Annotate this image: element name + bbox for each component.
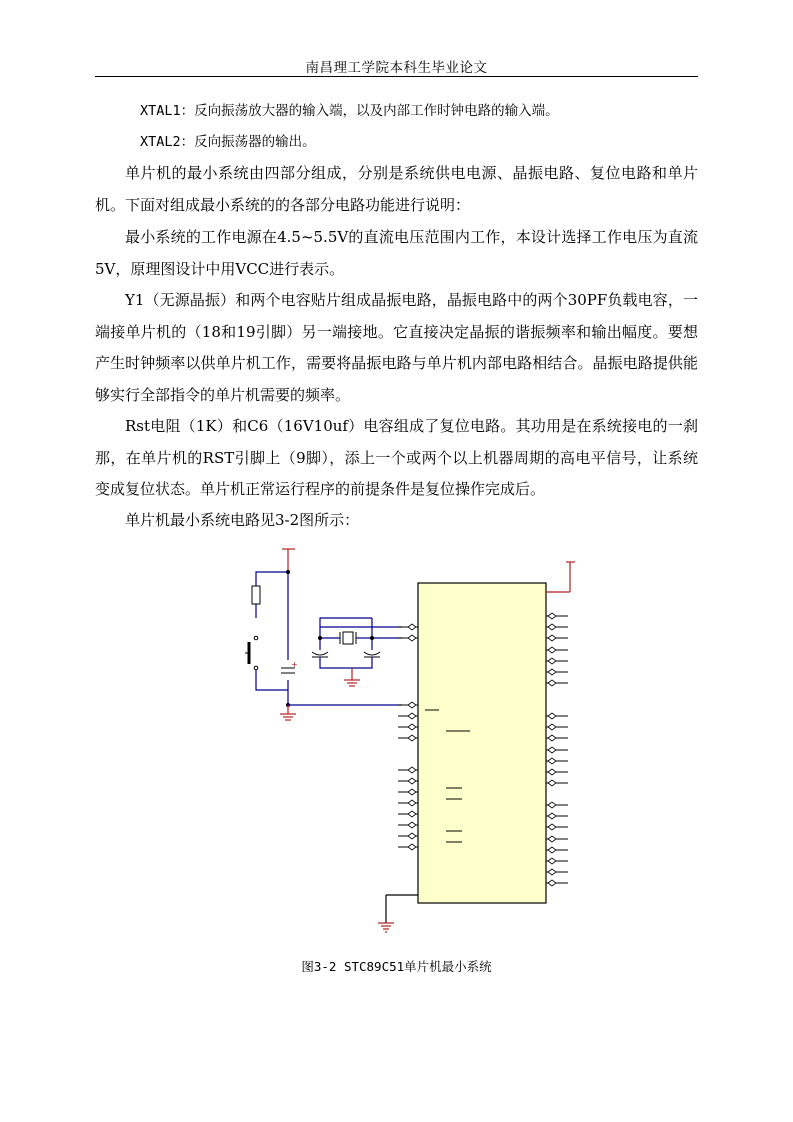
chip-pin-arrow: [548, 802, 556, 808]
chip-pin-arrow: [548, 813, 556, 819]
paragraph-reset: Rst电阻（1K）和C6（16V10uf）电容组成了复位电路。其功用是在系统接电的一刹那，在单片机的RST引脚上（9脚），添上一个或两个以上机器周期的高电平信号，让系统变成复位状态。单片机正常运行程序的前提条件是复位操作完成后。: [95, 417, 698, 498]
chip-pin-arrow: [548, 613, 556, 619]
chip-pin-arrow: [548, 869, 556, 875]
chip-pin-arrow: [408, 624, 416, 630]
ground-symbol-left: [280, 705, 296, 720]
chip-pin-arrow: [548, 658, 556, 664]
mcu-chip-body: [418, 583, 546, 903]
chip-pin-arrow: [408, 735, 416, 741]
paragraph-power: 最小系统的工作电源在4.5~5.5V的直流电压范围内工作，本设计选择工作电压为直流5V，原理图设计中用VCC进行表示。: [95, 228, 698, 278]
chip-pin-arrow: [408, 713, 416, 719]
chip-pin-arrow: [548, 724, 556, 730]
chip-pin-arrow: [548, 858, 556, 864]
chip-pin-arrow: [548, 836, 556, 842]
chip-pin-arrow: [548, 713, 556, 719]
page-header-title: 南昌理工学院本科生毕业论文: [305, 60, 488, 76]
ground-symbol-chip: [378, 895, 418, 932]
figure-caption: 图3-2 STC89C51单片机最小系统: [301, 959, 492, 974]
chip-pin-arrow: [548, 680, 556, 686]
chip-pin-arrow: [408, 789, 416, 795]
chip-right-pins: [546, 613, 568, 886]
resistor-wire: [256, 572, 288, 586]
chip-pin-arrow: [408, 800, 416, 806]
chip-pin-arrow: [408, 778, 416, 784]
chip-pin-arrow: [548, 747, 556, 753]
chip-pin-arrow: [548, 769, 556, 775]
vcc-symbol-right: [546, 562, 575, 592]
paragraph-crystal: Y1（无源晶振）和两个电容贴片组成晶振电路，晶振电路中的两个30PF负载电容，一端接单片机的（18和19引脚）另一端接地。它直接决定晶振的谐振频率和输出幅度。要想产生时钟频率以供单片机工作，需要将晶振电路与单片机内部电路相结合。晶振电路提供能够实行全部指令的单片机需要的频率。: [95, 291, 698, 404]
crystal-circuit: [312, 618, 402, 686]
chip-pin-arrow: [548, 880, 556, 886]
resistor-symbol: [252, 586, 260, 604]
chip-pin-arrow: [408, 702, 416, 708]
chip-pin-arrow: [548, 847, 556, 853]
svg-text:+: +: [291, 660, 298, 669]
chip-pin-arrow: [408, 635, 416, 641]
chip-pin-arrow: [548, 735, 556, 741]
chip-pin-arrow: [408, 833, 416, 839]
reset-capacitor-symbol: [281, 660, 298, 680]
paragraph-xtal1: XTAL1：反向振荡放大器的输入端，以及内部工作时钟电路的输入端。: [140, 103, 559, 119]
chip-pin-arrow: [408, 811, 416, 817]
chip-left-pins: [398, 624, 418, 850]
chip-pin-arrow: [548, 824, 556, 830]
chip-pin-arrow: [408, 844, 416, 850]
chip-pin-arrow: [408, 822, 416, 828]
chip-pin-arrow: [408, 767, 416, 773]
paragraph-xtal2: XTAL2：反向振荡器的输出。: [140, 134, 316, 150]
chip-pin-arrow: [548, 624, 556, 630]
chip-pin-arrow: [548, 647, 556, 653]
chip-pin-arrow: [548, 635, 556, 641]
vcc-symbol-left: [282, 549, 295, 572]
chip-pin-arrow: [548, 669, 556, 675]
crystal-symbol: [343, 632, 353, 644]
chip-pin-arrow: [548, 780, 556, 786]
paragraph-figure-ref: 单片机最小系统电路见3-2图所示：: [125, 511, 360, 529]
chip-pin-arrow: [548, 758, 556, 764]
paragraph-min-system: 单片机的最小系统由四部分组成，分别是系统供电电源、晶振电路、复位电路和单片机。下面对组成最小系统的的各部分电路功能进行说明：: [95, 164, 698, 214]
chip-pin-arrow: [408, 724, 416, 730]
reset-button-symbol: [245, 636, 258, 670]
